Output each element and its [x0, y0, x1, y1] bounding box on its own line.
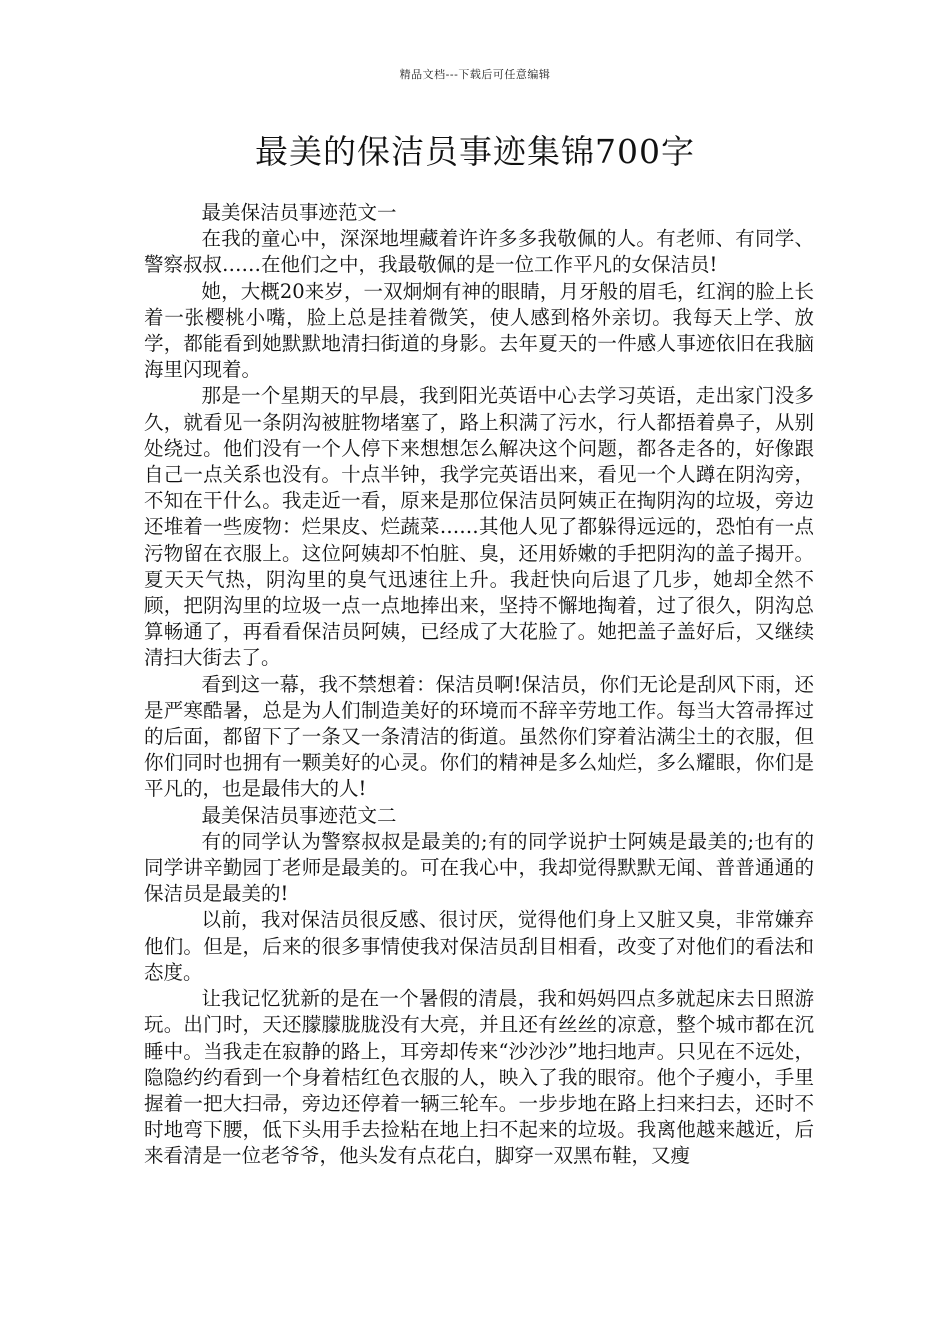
- section-heading: 最美保洁员事迹范文一: [201, 201, 397, 224]
- paragraph: 有的同学认为警察叔叔是最美的;有的同学说护士阿姨是最美的;也有的同学讲辛勤园丁老师是最美的。可在我心中，我却觉得默默无闻、普普通通的保洁员是最美的!: [144, 829, 814, 906]
- paragraph: 那是一个星期天的早晨，我到阳光英语中心去学习英语，走出家门没多久，就看见一条阴沟被脏物堵塞了，路上积满了污水，行人都捂着鼻子，从别处绕过。他们没有一个人停下来想想怎么解决这个问题，都各走各的，好像跟自己一点关系也没有。十点半钟，我学完英语出来，看见一个人蹲在阴沟旁，不知在干什么。我走近一看，原来是那位保洁员阿姨正在掏阴沟的垃圾，旁边还堆着一些废物：烂果皮、烂蔬菜……其他人见了都躲得远远的，恐怕有一点污物留在衣服上。这位阿姨却不怕脏、臭，还用娇嫩的手把阴沟的盖子揭开。夏天天气热，阴沟里的臭气迅速往上升。我赶快向后退了几步，她却全然不顾，把阴沟里的垃圾一点一点地捧出来，坚持不懈地掏着，过了很久，阴沟总算畅通了，再看看保洁员阿姨，已经成了大花脸了。她把盖子盖好后，又继续清扫大街去了。: [144, 384, 814, 670]
- section-heading: 最美保洁员事迹范文二: [201, 803, 397, 827]
- paragraph: 让我记忆犹新的是在一个暑假的清晨，我和妈妈四点多就起床去日照游玩。出门时，天还朦朦胧胧没有大亮，并且还有丝丝的凉意，整个城市都在沉睡中。当我走在寂静的路上，耳旁却传来“沙沙沙”地扫地声。只见在不远处，隐隐约约看到一个身着桔红色衣服的人，映入了我的眼帘。他个子瘦小，手里握着一把大扫帚，旁边还停着一辆三轮车。一步步地在路上扫来扫去，还时不时地弯下腰，低下头用手去捡粘在地上扫不起来的垃圾。我离他越来越近，后来看清是一位老爷爷，他头发有点花白，脚穿一双黑布鞋，又瘦: [144, 987, 814, 1168]
- paragraph: 她，大概20来岁，一双炯炯有神的眼睛，月牙般的眉毛，红润的脸上长着一张樱桃小嘴，脸上总是挂着微笑，使人感到格外亲切。我每天上学、放学，都能看到她默默地清扫街道的身影。去年夏天的一件感人事迹依旧在我脑海里闪现着。: [144, 279, 814, 382]
- document-body: [144, 200, 814, 1170]
- header-note: 精品文档---下载后可任意编辑: [399, 68, 551, 81]
- paragraph: 看到这一幕，我不禁想着：保洁员啊!保洁员，你们无论是刮风下雨，还是严寒酷暑，总是为人们制造美好的环境而不辞辛劳地工作。每当大笤帚挥过的后面，都留下了一条又一条清洁的街道。虽然你们穿着沾满尘土的衣服，但你们同时也拥有一颗美好的心灵。你们的精神是多么灿烂，多么耀眼，你们是平凡的，也是最伟大的人!: [144, 672, 814, 801]
- paragraph: 在我的童心中，深深地埋藏着许许多多我敬佩的人。有老师、有同学、警察叔叔……在他们之中，我最敬佩的是一位工作平凡的女保洁员!: [144, 227, 814, 277]
- document-title: 最美的保洁员事迹集锦700字: [255, 132, 695, 171]
- paragraph: 以前，我对保洁员很反感、很讨厌，觉得他们身上又脏又臭，非常嫌弃他们。但是，后来的很多事情使我对保洁员刮目相看，改变了对他们的看法和态度。: [144, 908, 814, 984]
